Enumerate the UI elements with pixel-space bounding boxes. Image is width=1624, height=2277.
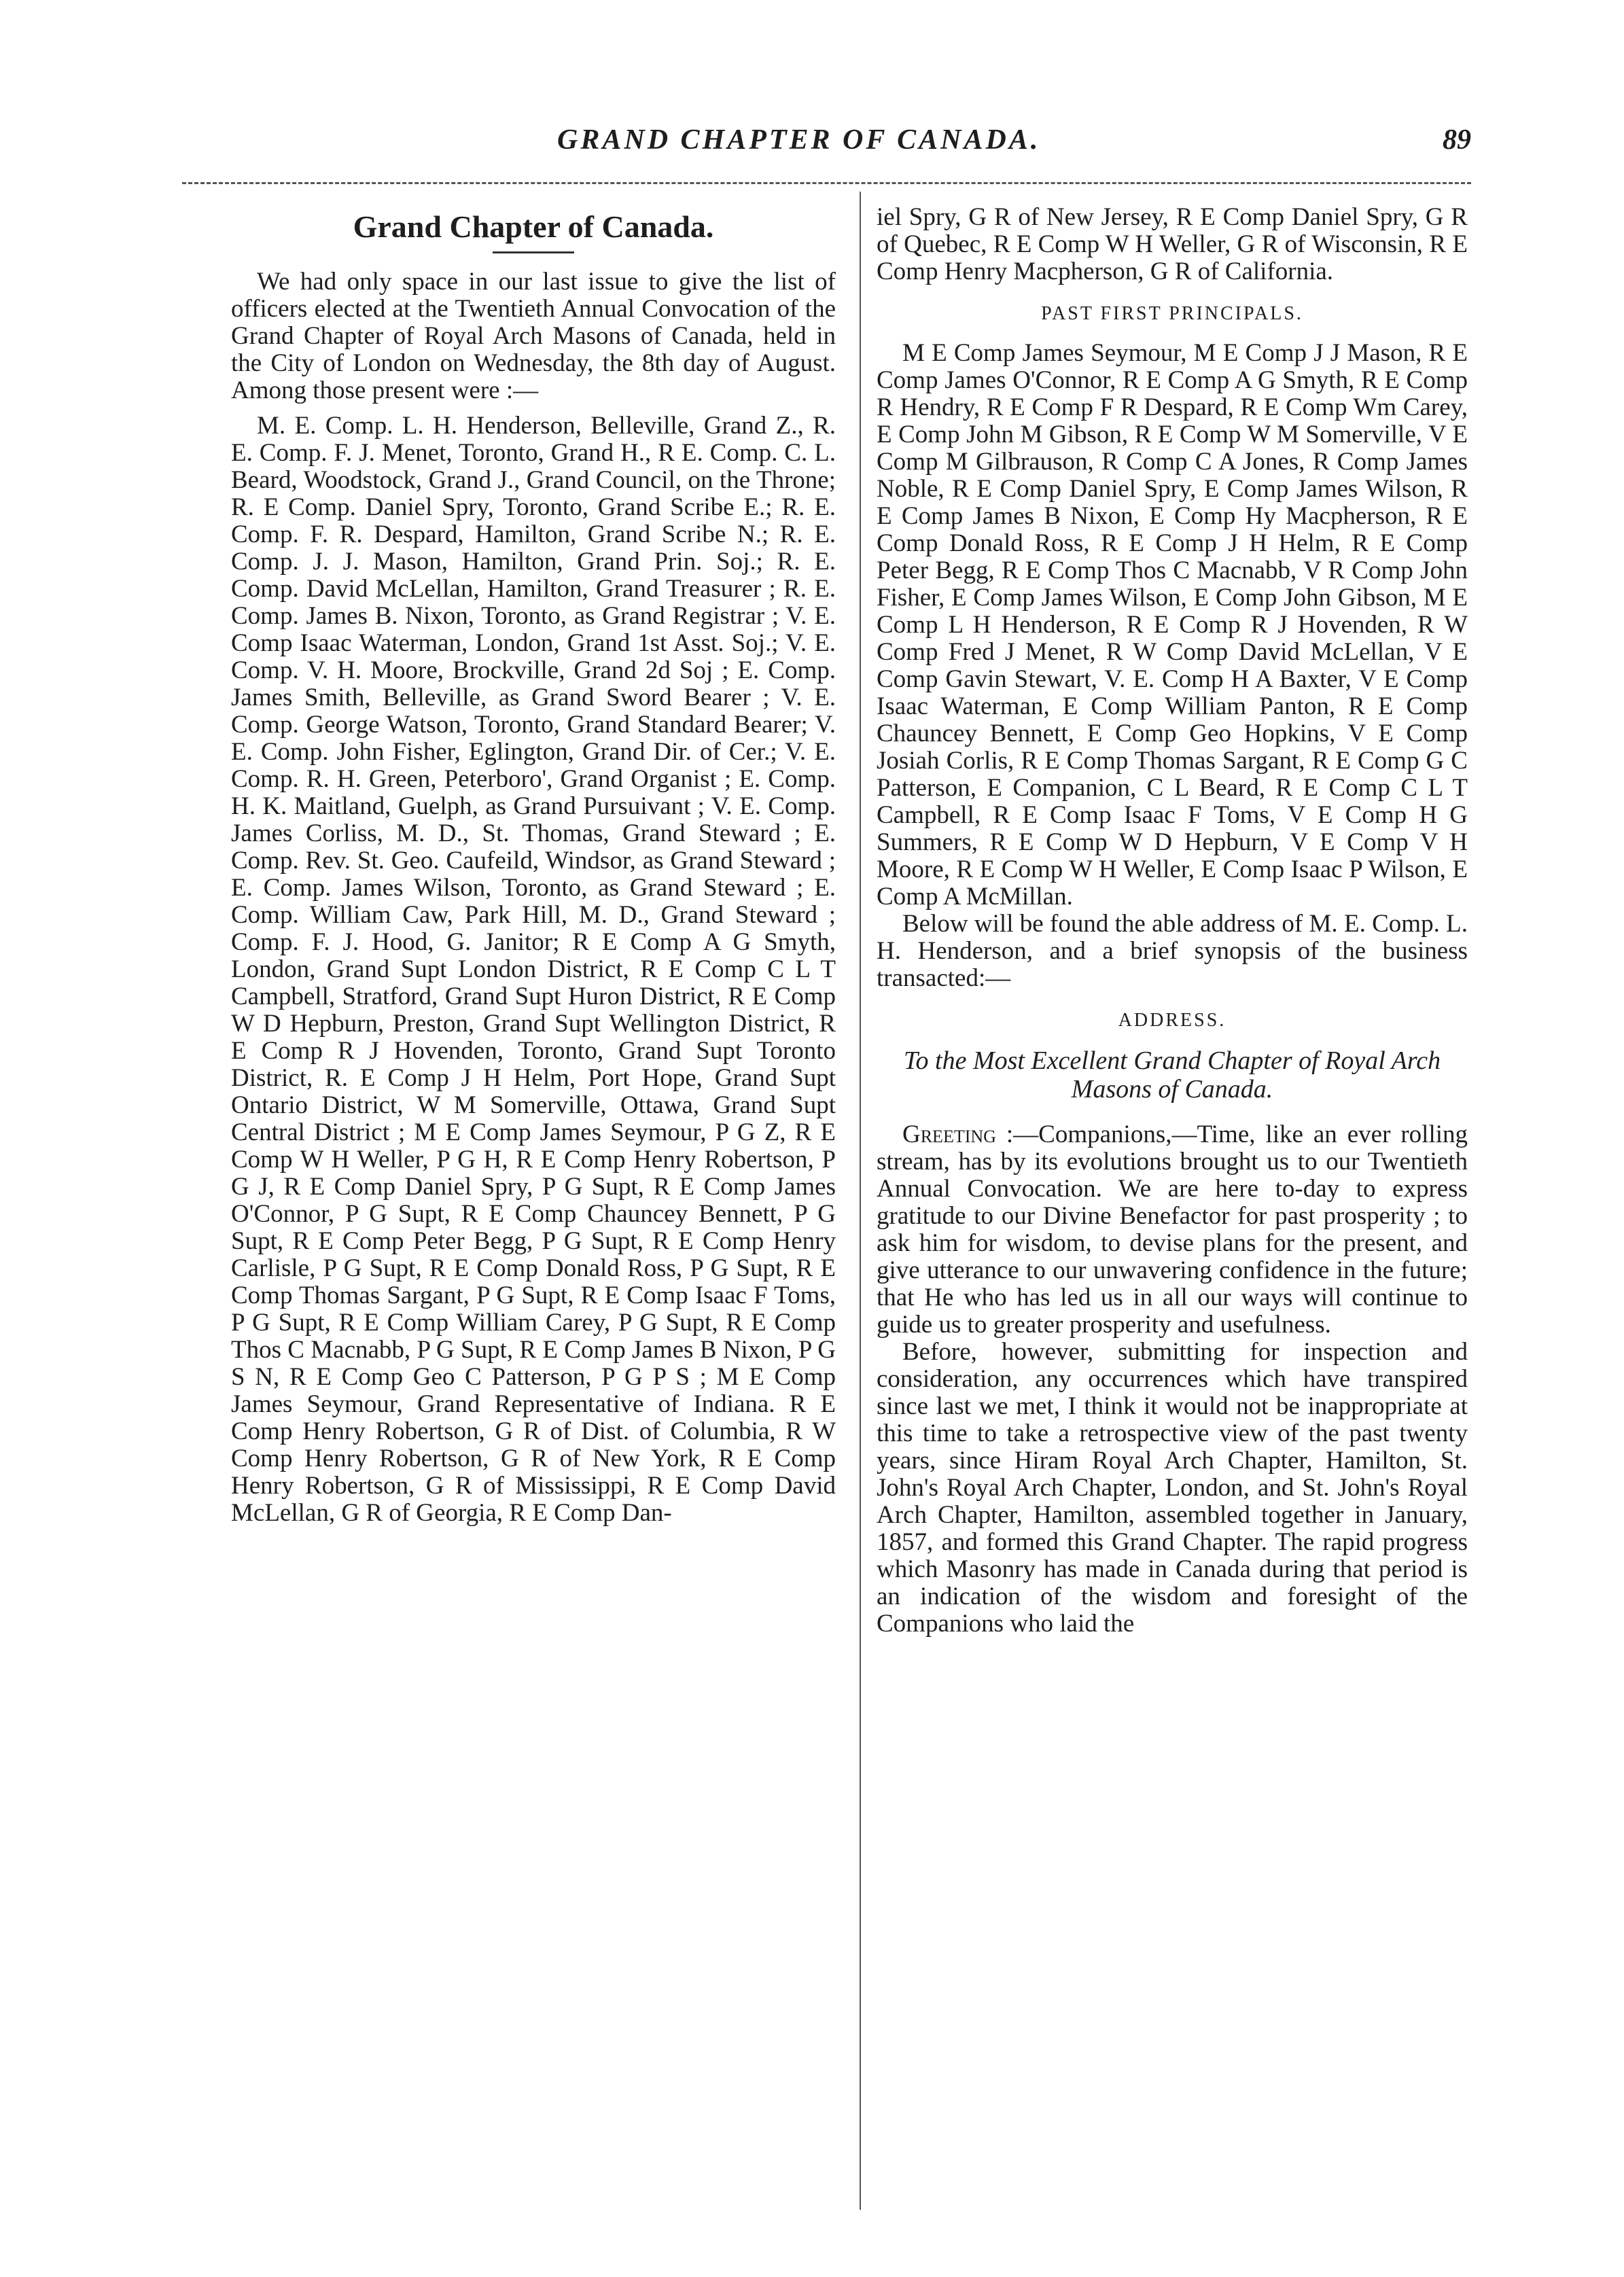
title-rule — [493, 251, 574, 253]
page-number: 89 — [1443, 124, 1471, 156]
page-header — [557, 124, 1471, 164]
left-column — [231, 204, 836, 1527]
header-rule — [182, 182, 1471, 184]
intro-paragraph: We had only space in our last issue to give the list of officers elected at the Twentieth Annual Convocation of the Grand Chapter of Royal Arch Masons of Canada, held in the City of London on Wednesday, the 8th day of August. Among those present were :— — [231, 268, 836, 404]
retrospective-paragraph: Before, however, submitting for inspection and consideration, any occurrences which have transpired since last we met, I think it would not be inappropriate at this time to take a retrospective view of the past twenty years, since Hiram Royal Arch Chapter, Hamilton, St. John's Royal Arch Chapter, London, and St. John's Royal Arch Chapter, Hamilton, assembled together in January, 1857, and formed this Grand Chapter. The rapid progress which Masonry has made in Canada during that period is an indication of the wisdom and foresight of the Companions who laid the — [877, 1338, 1468, 1638]
address-salutation: To the Most Excellent Grand Chapter of Royal Arch Masons of Canada. — [903, 1046, 1441, 1104]
right-column — [877, 204, 1468, 1638]
article-title: Grand Chapter of Canada. — [353, 209, 714, 244]
column-divider — [860, 192, 861, 2210]
greeting-paragraph — [877, 1121, 1468, 1339]
continuation-paragraph: iel Spry, G R of New Jersey, R E Comp Daniel Spry, G R of Quebec, R E Comp W H Weller, G R of Wisconsin, R E Comp Henry Macpherson, G R of California. — [877, 203, 1468, 285]
past-principals-heading: PAST FIRST PRINCIPALS. — [1041, 303, 1303, 324]
attendance-list-paragraph: M. E. Comp. L. H. Henderson, Belleville, Grand Z., R. E. Comp. F. J. Menet, Toronto, Grand H., R E. Comp. C. L. Beard, Woodstock, Grand J., Grand Council, on the Throne; R. E Comp. Daniel Spry, Toronto, Grand Scribe E.; R. E. Comp. F. R. Despard, Hamilton, Grand Scribe N.; R. E. Comp. J. J. Mason, Hamilton, Grand Prin. Soj.; R. E. Comp. David McLellan, Hamilton, Grand Treasurer ; R. E. Comp. James B. Nixon, Toronto, as Grand Registrar ; V. E. Comp Isaac Waterman, London, Grand 1st Asst. Soj.; V. E. Comp. V. H. Moore, Brockville, Grand 2d Soj ; E. Comp. James Smith, Belleville, as Grand Sword Bearer ; V. E. Comp. George Watson, Toronto, Grand Standard Bearer; V. E. Comp. John Fisher, Eglington, Grand Dir. of Cer.; V. E. Comp. R. H. Green, Peterboro', Grand Organist ; E. Comp. H. K. Maitland, Guelph, as Grand Pursuivant ; V. E. Comp. James Corliss, M. D., St. Thomas, Grand Steward ; E. Comp. Rev. St. Geo. Caufeild, Windsor, as Grand Steward ; E. Comp. James Wilson, Toronto, as Grand Steward ; E. Comp. William Caw, Park Hill, M. D., Grand Steward ; Comp. F. J. Hood, G. Janitor; R E Comp A G Smyth, London, Grand Supt London District, R E Comp C L T Campbell, Stratford, Grand Supt Huron District, R E Comp W D Hepburn, Preston, Grand Supt Wellington District, R E Comp R J Hovenden, Toronto, Grand Supt Toronto District, R. E Comp J H Helm, Port Hope, Grand Supt Ontario District, W M Somerville, Ottawa, Grand Supt Central District ; M E Comp James Seymour, P G Z, R E Comp W H Weller, P G H, R E Comp Henry Robertson, P G J, R E Comp Daniel Spry, P G Supt, R E Comp James O'Connor, P G Supt, R E Comp Chauncey Bennett, P G Supt, R E Comp Peter Begg, P G Supt, R E Comp Henry Carlisle, P G Supt, R E Comp Donald Ross, P G Supt, R E Comp Thomas Sargant, P G Supt, R E Comp Isaac F Toms, P G Supt, R E Comp William Carey, P G Supt, R E Comp Thos C Macnabb, P G Supt, R E Comp James B Nixon, P G S N, R E Comp Geo C Patterson, P G P S ; M E Comp James Seymour, Grand Representative of Indiana. R E Comp Henry Robertson, G R of Dist. of Columbia, R W Comp Henry Robertson, G R of New York, R E Comp Henry Robertson, G R of Mississippi, R E Comp David McLellan, G R of Georgia, R E Comp Dan- — [231, 412, 836, 1527]
running-title: GRAND CHAPTER OF CANADA. — [557, 124, 1041, 156]
past-principals-paragraph: M E Comp James Seymour, M E Comp J J Mason, R E Comp James O'Connor, R E Comp A G Smyth, R E Comp R Hendry, R E Comp F R Despard, R E Comp Wm Carey, E Comp John M Gibson, R E Comp W M Somerville, V E Comp M Gilbrauson, R Comp C A Jones, R Comp James Noble, R E Comp Daniel Spry, E Comp James Wilson, R E Comp James B Nixon, E Comp Hy Macpherson, R E Comp Donald Ross, R E Comp J H Helm, R E Comp Peter Begg, R E Comp Thos C Macnabb, V R Comp John Fisher, E Comp James Wilson, E Comp John Gibson, M E Comp L H Henderson, R E Comp R J Hovenden, R W Comp Fred J Menet, R W Comp David McLellan, V E Comp Gavin Stewart, V. E. Comp H A Baxter, V E Comp Isaac Waterman, E Comp William Panton, R E Comp Chauncey Bennett, E Comp Geo Hopkins, V E Comp Josiah Corlis, R E Comp Thomas Sargant, R E Comp G C Patterson, E Companion, C L Beard, R E Comp C L T Campbell, R E Comp Isaac F Toms, V E Comp H G Summers, R E Comp W D Hepburn, V E Comp V H Moore, R E Comp W H Weller, E Comp Isaac P Wilson, E Comp A McMillan. — [877, 339, 1468, 911]
address-heading: ADDRESS. — [1118, 1010, 1226, 1031]
greeting-text: :—Companions,—Time, like an ever rolling stream, has by its evolutions brought us to our Twentieth Annual Convocation. We are here to-day to express gratitude to our Divine Benefactor for past prosperity ; to ask him for wisdom, to devise plans for the present, and give utterance to our unwavering confidence in the future; that He who has led us in all our ways will continue to guide us to greater prosperity and usefulness. — [877, 1120, 1468, 1339]
greeting-word: Greeting — [902, 1120, 996, 1148]
address-intro-paragraph: Below will be found the able address of M. E. Comp. L. H. Henderson, and a brief synopsis of the business transacted:— — [877, 910, 1468, 992]
